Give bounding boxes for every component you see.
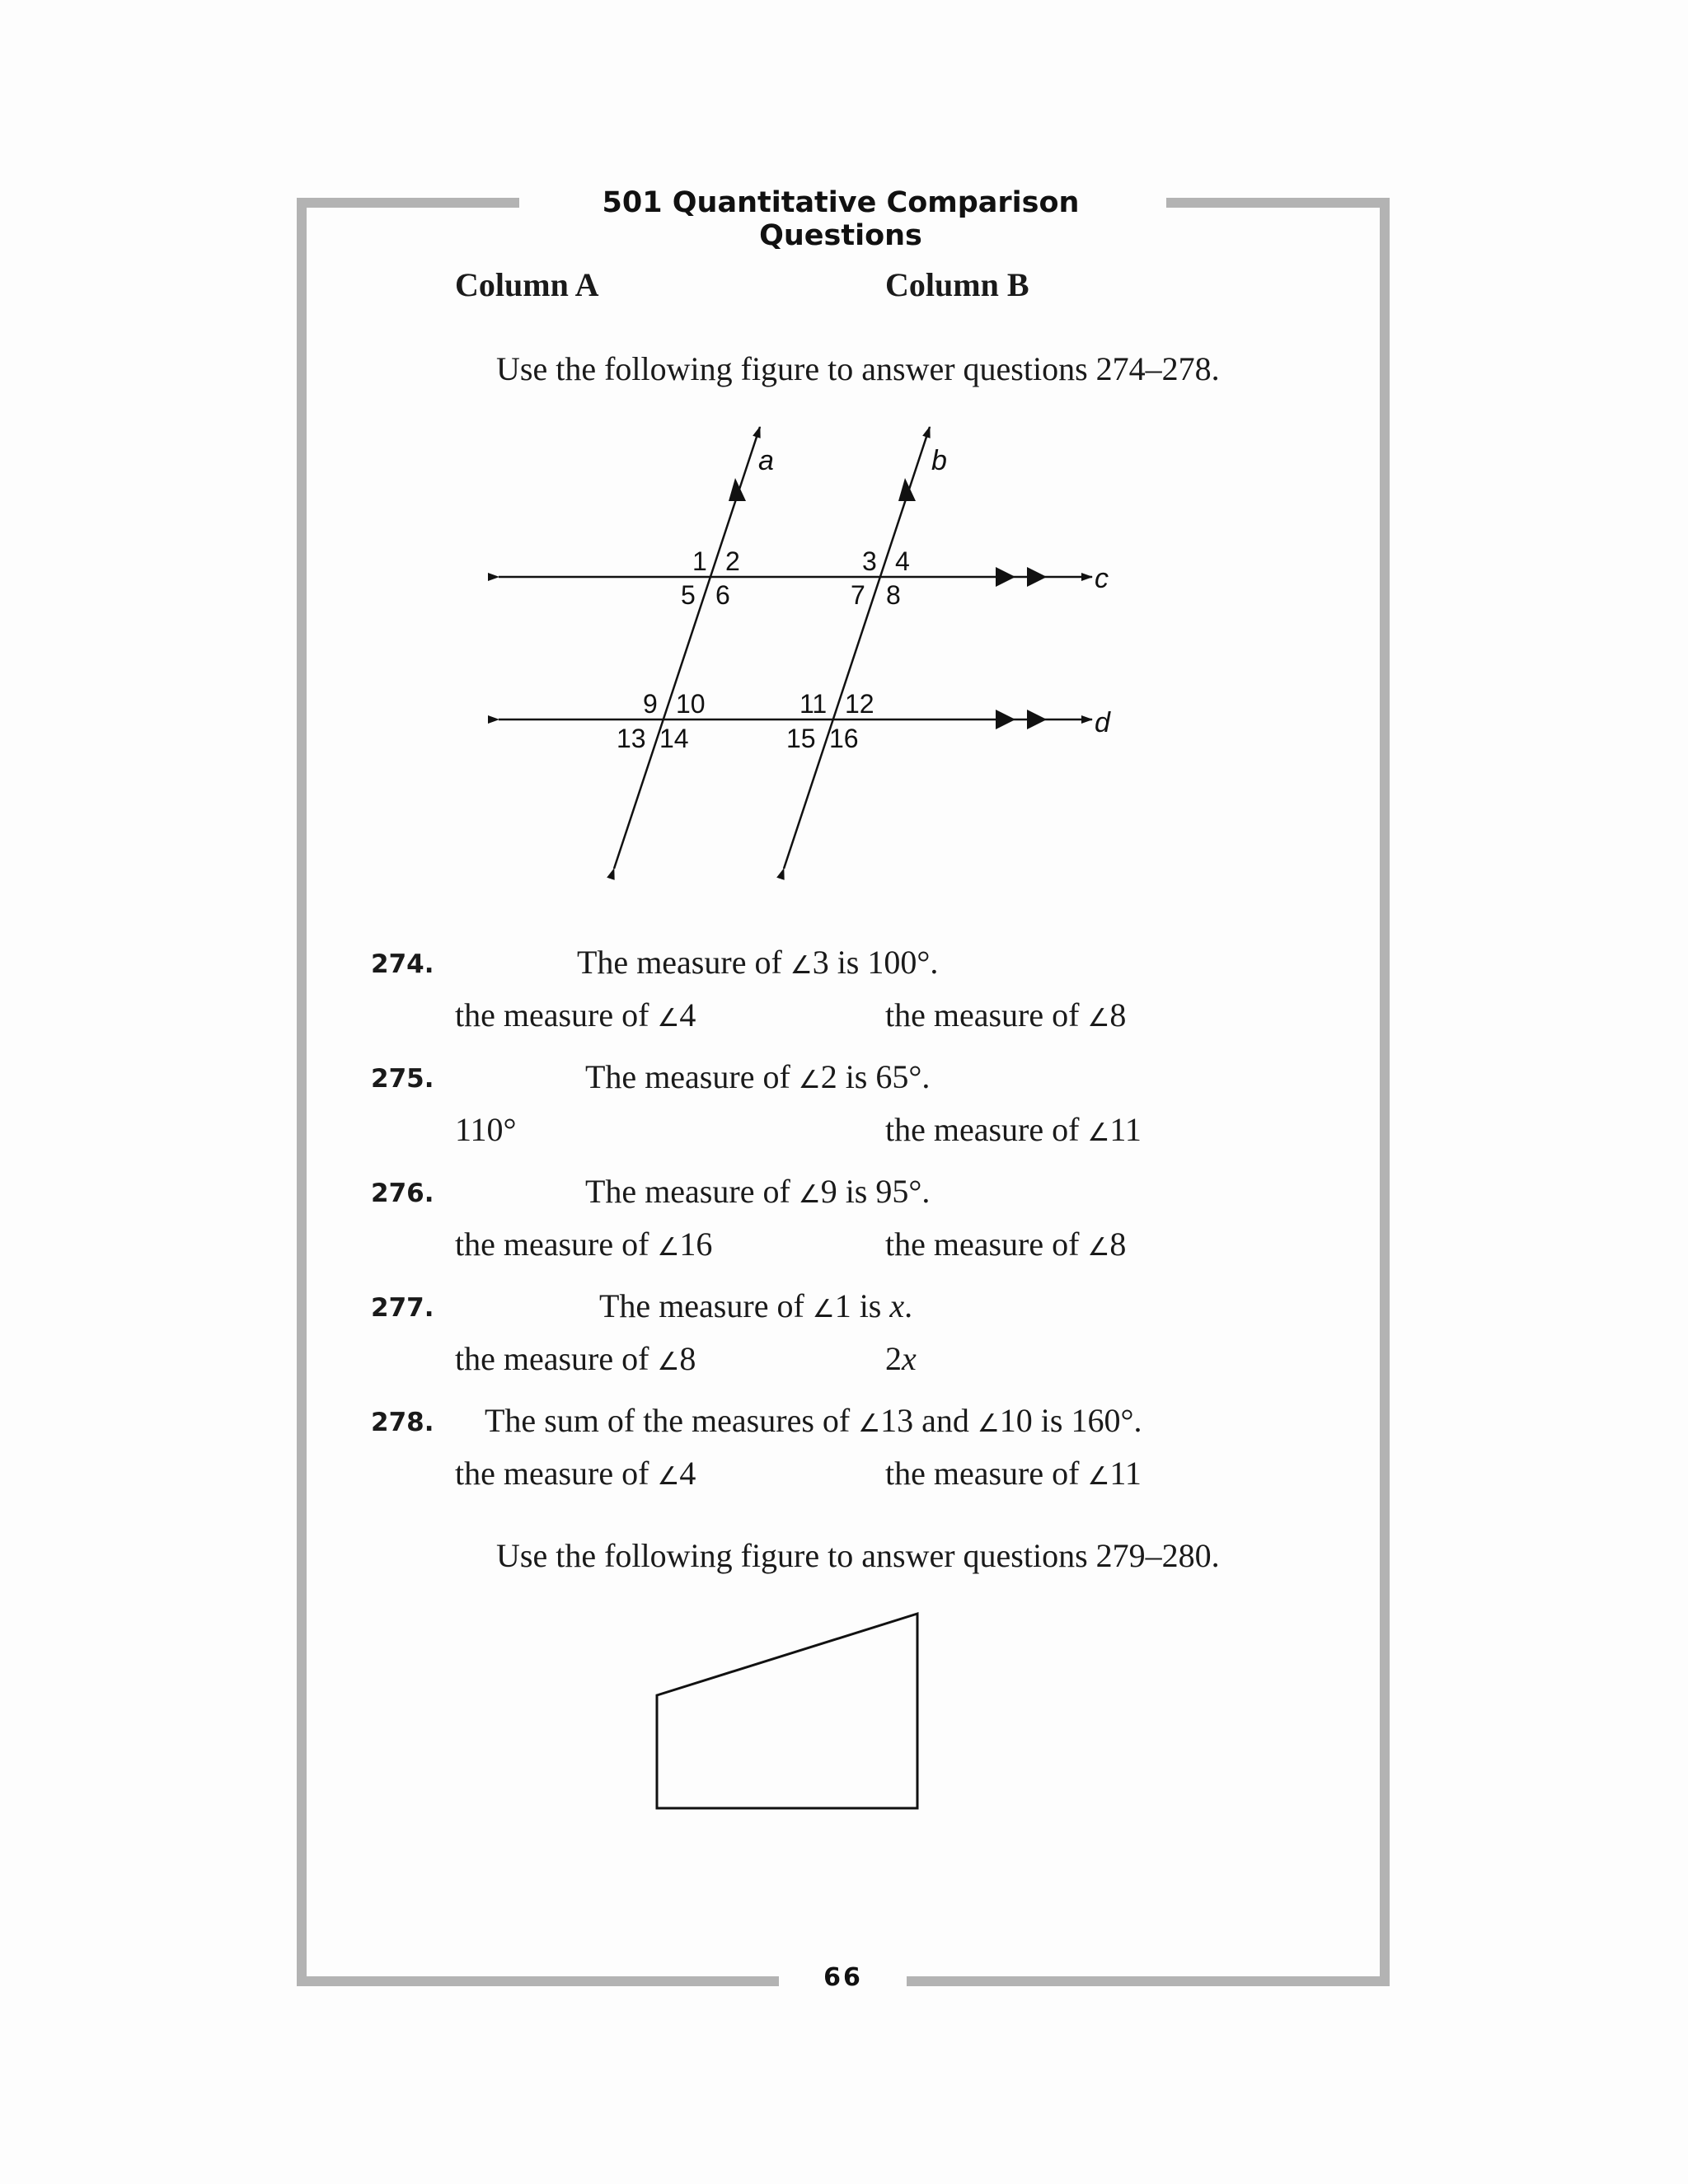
question-number: 274. xyxy=(371,949,434,979)
question-number: 278. xyxy=(371,1408,434,1437)
parallel-mark-c-1 xyxy=(996,567,1015,587)
question-given: The measure of ∠3 is 100°. xyxy=(577,944,939,981)
question-number: 275. xyxy=(371,1064,434,1094)
angle-label-5: 5 xyxy=(681,580,696,610)
question-given: The sum of the measures of ∠13 and ∠10 is 160°. xyxy=(485,1402,1142,1439)
angle-label-8: 8 xyxy=(886,580,901,610)
angle-label-16: 16 xyxy=(829,724,859,753)
trapezoid-figure xyxy=(657,1614,917,1808)
figure1-instruction: Use the following figure to answer questions 274–278. xyxy=(496,350,1220,387)
question-given: The measure of ∠2 is 65°. xyxy=(585,1058,931,1095)
angle-label-9: 9 xyxy=(643,689,658,719)
angle-label-12: 12 xyxy=(845,689,874,719)
angle-label-11: 11 xyxy=(799,689,828,719)
parallel-mark-c-2 xyxy=(1027,567,1047,587)
column-a-quantity: the measure of ∠4 xyxy=(455,1455,696,1492)
column-b-heading: Column B xyxy=(885,266,1029,303)
angle-label-6: 6 xyxy=(715,580,730,610)
parallel-mark-d-1 xyxy=(996,710,1015,729)
question-number: 277. xyxy=(371,1293,434,1323)
question-given: The measure of ∠1 is x. xyxy=(599,1287,913,1324)
angle-label-13: 13 xyxy=(617,724,646,753)
header-title: 501 Quantitative Comparison Questions xyxy=(602,186,1080,252)
column-a-quantity: the measure of ∠4 xyxy=(455,996,696,1033)
column-b-quantity: the measure of ∠8 xyxy=(885,1226,1127,1263)
column-b-quantity: the measure of ∠11 xyxy=(885,1455,1142,1492)
angle-label-2: 2 xyxy=(725,546,740,576)
angle-label-15: 15 xyxy=(786,724,816,753)
direction-mark-a xyxy=(729,478,746,501)
column-a-quantity: the measure of ∠8 xyxy=(455,1340,696,1377)
column-b-quantity: the measure of ∠8 xyxy=(885,996,1127,1033)
angle-label-3: 3 xyxy=(862,546,877,576)
parallel-mark-d-2 xyxy=(1027,710,1047,729)
line-label-d: d xyxy=(1095,707,1110,738)
direction-mark-b xyxy=(898,478,916,501)
column-a-heading: Column A xyxy=(455,266,599,303)
angle-label-4: 4 xyxy=(895,546,910,576)
angle-label-7: 7 xyxy=(851,580,865,610)
column-b-quantity: the measure of ∠11 xyxy=(885,1111,1142,1148)
line-label-a: a xyxy=(758,445,774,476)
line-label-b: b xyxy=(931,445,947,476)
angle-label-1: 1 xyxy=(692,546,707,576)
angle-label-14: 14 xyxy=(659,724,689,753)
figure2-instruction: Use the following figure to answer questions 279–280. xyxy=(496,1537,1220,1574)
line-label-c: c xyxy=(1095,563,1109,594)
column-b-quantity: 2x xyxy=(885,1340,917,1377)
angle-label-10: 10 xyxy=(676,689,706,719)
page-number: 66 xyxy=(823,1963,863,1992)
question-given: The measure of ∠9 is 95°. xyxy=(585,1173,931,1210)
question-number: 276. xyxy=(371,1179,434,1208)
column-a-quantity: 110° xyxy=(455,1111,517,1148)
column-a-quantity: the measure of ∠16 xyxy=(455,1226,713,1263)
